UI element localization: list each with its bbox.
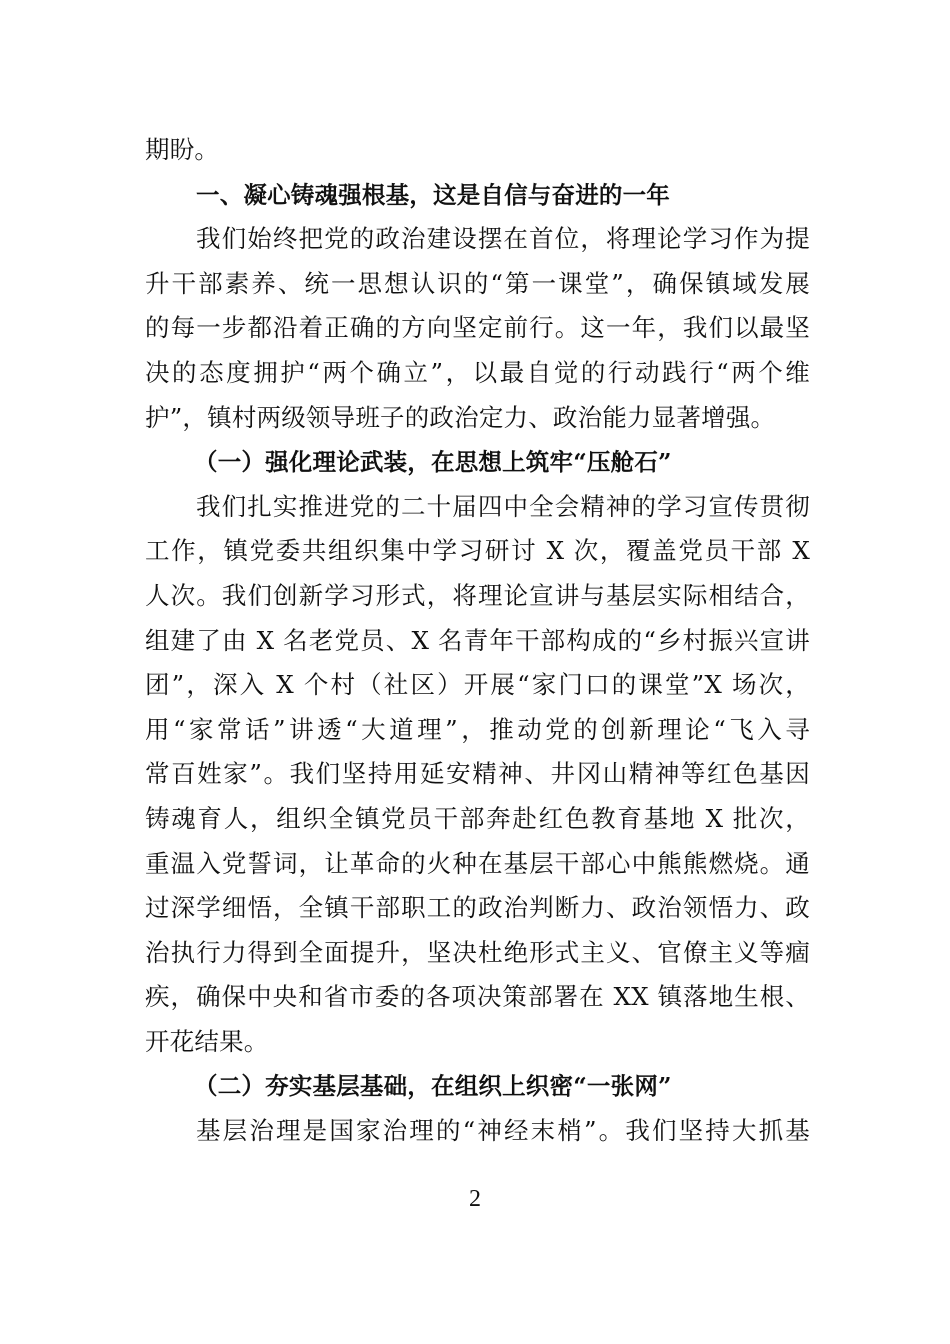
- paragraph-line: 工作，镇党委共组织集中学习研讨 X 次，覆盖党员干部 X: [145, 536, 810, 566]
- subsection-heading: （一）强化理论武装，在思想上筑牢“压舱石”: [194, 448, 672, 477]
- paragraph-line: 升干部素养、统一思想认识的“第一课堂”，确保镇域发展: [145, 268, 810, 298]
- page-number: 2: [469, 1186, 481, 1212]
- paragraph-line: 护”，镇村两级领导班子的政治定力、政治能力显著增强。: [145, 402, 776, 432]
- paragraph-line: 疾，确保中央和省市委的各项决策部署在 XX 镇落地生根、: [145, 982, 810, 1012]
- paragraph-line: 人次。我们创新学习形式，将理论宣讲与基层实际相结合，: [145, 580, 810, 610]
- paragraph-line: 重温入党誓词，让革命的火种在基层干部心中熊熊燃烧。通: [145, 848, 810, 878]
- paragraph-line: 常百姓家”。我们坚持用延安精神、井冈山精神等红色基因: [145, 759, 810, 789]
- paragraph-line: 用“家常话”讲透“大道理”，推动党的创新理论“飞入寻: [145, 714, 810, 744]
- paragraph-line: 我们始终把党的政治建设摆在首位，将理论学习作为提: [196, 224, 810, 254]
- document-body: [145, 128, 810, 1154]
- paragraph-line: 组建了由 X 名老党员、X 名青年干部构成的“乡村振兴宣讲: [145, 625, 810, 655]
- paragraph-line: 期盼。: [145, 135, 220, 164]
- paragraph-line: 过深学细悟，全镇干部职工的政治判断力、政治领悟力、政: [145, 893, 810, 923]
- paragraph-line: 治执行力得到全面提升，坚决杜绝形式主义、官僚主义等痼: [145, 937, 810, 967]
- paragraph-line: 铸魂育人，组织全镇党员干部奔赴红色教育基地 X 批次，: [145, 803, 810, 833]
- paragraph-line: 我们扎实推进党的二十届四中全会精神的学习宣传贯彻: [196, 491, 810, 521]
- paragraph-line: 开花结果。: [145, 1026, 269, 1056]
- paragraph-line: 的每一步都沿着正确的方向坚定前行。这一年，我们以最坚: [145, 313, 810, 343]
- paragraph-line: 团”，深入 X 个村（社区）开展“家门口的课堂”X 场次，: [145, 670, 810, 700]
- subsection-heading: （二）夯实基层基础，在组织上织密“一张网”: [194, 1072, 672, 1101]
- section-heading: 一、凝心铸魂强根基，这是自信与奋进的一年: [196, 180, 670, 209]
- paragraph-line: 基层治理是国家治理的“神经末梢”。我们坚持大抓基: [196, 1116, 810, 1146]
- paragraph-line: 决的态度拥护“两个确立”，以最自觉的行动践行“两个维: [145, 357, 810, 387]
